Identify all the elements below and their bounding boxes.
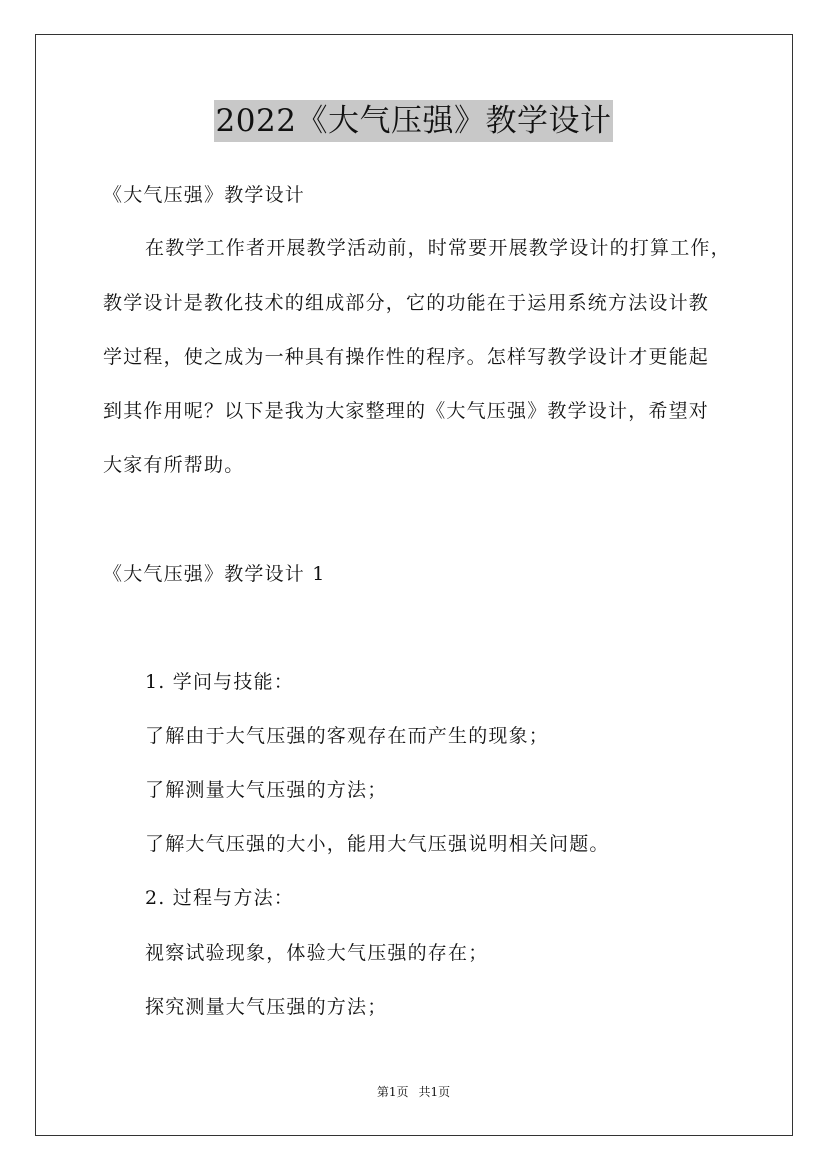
page-number-current: 第1页 xyxy=(376,1085,409,1099)
content-line-3: 了解测量大气压强的方法； xyxy=(145,779,388,801)
content-line-7: 探究测量大气压强的方法； xyxy=(145,996,388,1018)
document-title: 2022《大气压强》教学设计 xyxy=(214,100,614,142)
document-subtitle: 《大气压强》教学设计 xyxy=(103,184,306,206)
section-heading: 《大气压强》教学设计 1 xyxy=(103,563,326,585)
page-number-total: 共1页 xyxy=(418,1085,451,1099)
content-line-2: 了解由于大气压强的客观存在而产生的现象； xyxy=(145,725,550,747)
content-line-4: 了解大气压强的大小，能用大气压强说明相关问题。 xyxy=(145,833,610,855)
content-line-1: 1. 学问与技能： xyxy=(145,671,294,693)
intro-line-4: 到其作用呢？以下是我为大家整理的《大气压强》教学设计，希望对 xyxy=(103,400,710,422)
content-line-5: 2. 过程与方法： xyxy=(145,887,294,909)
intro-line-5: 大家有所帮助。 xyxy=(103,454,245,476)
intro-line-2: 教学设计是教化技术的组成部分，它的功能在于运用系统方法设计教 xyxy=(103,292,710,314)
title-container xyxy=(0,100,827,142)
page-footer xyxy=(0,1084,827,1100)
content-line-6: 视察试验现象，体验大气压强的存在； xyxy=(145,942,489,964)
intro-line-1: 在教学工作者开展教学活动前，时常要开展教学设计的打算工作， xyxy=(145,237,731,259)
intro-line-3: 学过程，使之成为一种具有操作性的程序。怎样写教学设计才更能起 xyxy=(103,346,710,368)
